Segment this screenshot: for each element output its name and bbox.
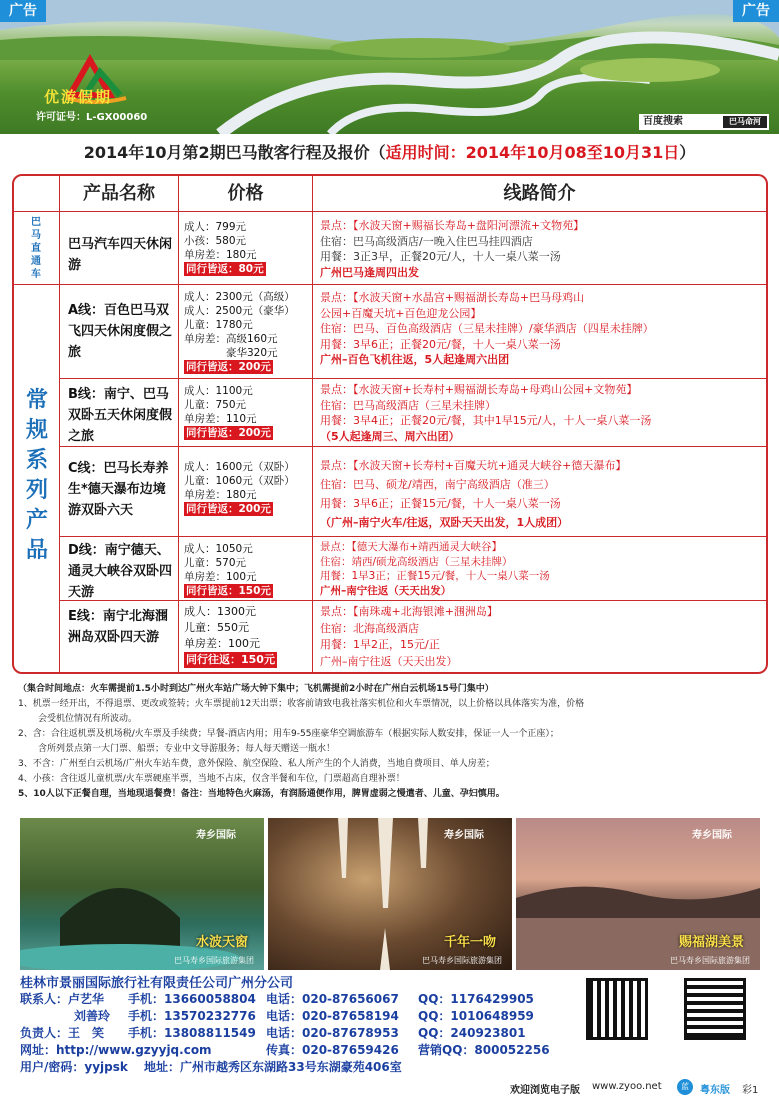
contact-website[interactable]: 网址：http://www.gzyyjq.com <box>20 1043 212 1057</box>
price-rebate: 同行往返：150元 <box>186 653 275 666</box>
route-line: 景点：【南珠魂+北海银滩+涠洲岛】 <box>320 605 498 618</box>
route-line: 住宿：靖西/硕龙高级酒店（三星未挂牌） <box>320 555 513 568</box>
notes-block <box>18 682 763 802</box>
contact-person: 联系人：卢艺华 <box>20 992 105 1006</box>
itinerary-table <box>12 174 768 674</box>
contact-qq: QQ：1176429905 <box>418 992 534 1006</box>
contact-qq: QQ：1010648959 <box>418 1009 534 1023</box>
route-block <box>320 382 760 444</box>
price-line: 成人：1300元 <box>184 605 256 618</box>
price-line: 单房差：100元 <box>184 637 260 650</box>
photo-group: 巴马寿乡国际旅游集团 <box>422 956 502 965</box>
divider <box>59 176 60 672</box>
note-line: 1、机票一经开出，不得退票、更改或签转；火车票提前12天出票；收客前请致电我社落实机位和火车票情况，以上价格以具体落实为准，价格 <box>18 699 585 709</box>
footer-edition: 粤东版 <box>700 1085 730 1096</box>
contact-phone: 电话：020-87658194 <box>266 1009 399 1023</box>
price-line: 儿童：1060元（双卧） <box>184 475 295 487</box>
divider <box>60 536 766 537</box>
contact-mobile: 手机：13660058804 <box>128 992 256 1006</box>
title-part3: ） <box>679 143 696 162</box>
price-block <box>184 290 310 374</box>
note-line: 4、小孩：含往返儿童机票/火车票硬座半票，当地不占床，仅含半餐和车位，门票超高自理补票！ <box>18 774 405 784</box>
price-line: 儿童：1780元 <box>184 319 253 331</box>
route-line: 住宿：巴马高级酒店（三星未挂牌） <box>320 398 496 412</box>
price-line: 儿童：750元 <box>184 399 247 411</box>
photo-qiannian <box>268 818 512 970</box>
footer-edition-icon: 蓝 <box>677 1079 693 1095</box>
route-line: 广州–百色飞机往返，5人起逢周六出团 <box>320 353 510 366</box>
route-line: 用餐：1早3正；正餐15元/餐，十人一桌八菜一汤 <box>320 570 550 582</box>
price-line: 成人：2500元（豪华） <box>184 305 295 317</box>
photo-caption: 水波天窗 <box>195 935 248 950</box>
footer-text: 欢迎浏览电子版 <box>510 1085 580 1096</box>
price-rebate: 同行皆返：80元 <box>186 263 264 275</box>
note-line: 2、含：合往返机票及机场税/火车票及手续费；早餐-酒店内用；用车9-55座豪华空调旅游车（根据实际人数安排，保证一人一个正座）； <box>18 729 559 739</box>
divider <box>178 176 179 672</box>
photo-brand: 寿乡国际 <box>444 830 484 841</box>
price-block <box>184 460 310 516</box>
photo-group: 巴马寿乡国际旅游集团 <box>670 956 750 965</box>
route-line: 广州–南宁往返（天天出发） <box>320 584 452 597</box>
divider <box>60 378 766 379</box>
price-line: 豪华320元 <box>226 347 278 359</box>
photo-caption: 千年一吻 <box>443 935 496 950</box>
contact-block <box>0 972 779 1072</box>
note-line: 会受机位情况有所波动。 <box>38 714 138 724</box>
product-name: B线：南宁、巴马双卧五天休闲度假之旅 <box>68 387 173 444</box>
route-line: 景点：【水波天窗+长寿村+百魔天坑+通灵大峡谷+德天瀑布】 <box>320 459 627 472</box>
photo-brand: 寿乡国际 <box>196 830 236 841</box>
route-block <box>320 540 760 598</box>
route-line: 住宿：巴马、百色高级酒店（三星未挂牌）/豪华酒店（四星未挂牌） <box>320 322 654 335</box>
price-line: 小孩：580元 <box>184 235 247 247</box>
route-line: 景点：【水波天窗+水晶宫+赐福湖长寿岛+巴马母鸡山 <box>320 291 585 304</box>
route-block <box>320 218 760 280</box>
license-number: 许可证号：L-GX00060 <box>36 112 148 123</box>
divider <box>312 176 313 672</box>
baidu-search-box[interactable] <box>639 114 769 130</box>
product-name: C线：巴马长寿养生*德天瀑布边境游双卧六天 <box>68 461 169 518</box>
price-block <box>184 220 310 276</box>
price-line: 成人：1050元 <box>184 543 253 555</box>
footer <box>0 1076 779 1100</box>
route-line: 景点：【德天大瀑布+靖西通灵大峡谷】 <box>320 541 503 553</box>
route-block <box>320 456 760 532</box>
price-line: 单房差：110元 <box>184 413 257 425</box>
contact-phone: 电话：020-87656067 <box>266 992 399 1006</box>
photo-group: 巴马寿乡国际旅游集团 <box>174 956 254 965</box>
category-regular: 常规系列产品 <box>25 388 48 563</box>
qr-code-icon <box>684 978 746 1040</box>
product-name: 巴马汽车四天休闲游 <box>68 237 173 273</box>
price-block <box>184 604 310 668</box>
photo-caption: 赐福湖美景 <box>678 935 744 950</box>
product-name: E线：南宁北海涠洲岛双卧四天游 <box>68 609 168 645</box>
contact-user-password: 用户/密码：yyjpsk <box>20 1060 128 1074</box>
ad-tag-left: 广告 <box>0 0 46 22</box>
header-route: 线路简介 <box>313 176 766 212</box>
category-direct: 巴马直通车 <box>31 217 41 280</box>
photo-cifu <box>516 818 760 970</box>
contact-address: 地址：广州市越秀区东湖路33号东湖豪苑406室 <box>144 1060 402 1074</box>
price-line: 成人：2300元（高级） <box>184 291 295 303</box>
price-line: 单房差：180元 <box>184 249 257 261</box>
note-line: （集合时间地点：火车需提前1.5小时到达广州火车站广场大钟下集中；飞机需提前2小时在广州白云机场15号门集中） <box>18 684 494 694</box>
route-line: 景点：【水波天窗+赐福长寿岛+盘阳河漂流+文物苑】 <box>320 219 585 232</box>
price-rebate: 同行皆返：200元 <box>186 503 271 515</box>
route-line: 景点：【水波天窗+长寿村+赐福湖长寿岛+母鸡山公园+文物苑】 <box>320 383 638 396</box>
contact-mobile: 手机：13570232776 <box>128 1009 256 1023</box>
page-title <box>0 140 779 163</box>
price-line: 儿童：570元 <box>184 557 247 569</box>
company-name: 桂林市景丽国际旅行社有限责任公司广州分公司 <box>20 976 294 991</box>
price-line: 成人：1600元（双卧） <box>184 461 295 473</box>
photo-brand: 寿乡国际 <box>692 830 732 841</box>
route-line: （5人起逢周三、周六出团） <box>320 429 460 443</box>
product-name: D线：南宁德天、通灵大峡谷双卧四天游 <box>68 543 173 600</box>
note-line: 3、不含：广州至白云机场/广州火车站车费，意外保险、航空保险、私人所产生的个人消费，当地自费项目、单人房差； <box>18 759 495 769</box>
price-rebate: 同行皆返：150元 <box>186 585 271 597</box>
route-line: 住宿：巴马、硕龙/靖西，南宁高级酒店（准三） <box>320 478 555 491</box>
price-line: 成人：1100元 <box>184 385 253 397</box>
baidu-search-label: 百度搜索 <box>643 116 683 127</box>
header-blank <box>14 176 59 212</box>
logo-text: 优游假期 <box>44 88 113 106</box>
ad-tag-right: 广告 <box>733 0 779 22</box>
route-line: 用餐：3早6正；正餐15元/餐，十人一桌八菜一汤 <box>320 497 561 510</box>
route-line: 用餐：3正3早，正餐20元/人，十人一桌八菜一汤 <box>320 250 561 263</box>
route-line: （广州–南宁火车/往返，双卧天天出发，1人成团） <box>320 516 569 529</box>
route-line: 住宿：北海高级酒店 <box>320 621 419 635</box>
price-line: 单房差：100元 <box>184 571 257 583</box>
footer-site[interactable]: www.zyoo.net <box>592 1081 662 1092</box>
price-block <box>184 542 310 598</box>
route-line: 广州–南宁往返（天天出发） <box>320 654 458 668</box>
contact-marketing-qq: 营销QQ：800052256 <box>418 1043 550 1057</box>
note-line: 5、10人以下正餐自理，当地现退餐费！备注：当地特色火麻汤，有润肠通便作用，脾胃虚弱之慢遣者、儿童、孕妇慎用。 <box>18 789 505 799</box>
header-product-name: 产品名称 <box>60 176 178 212</box>
price-line: 单房差：180元 <box>184 489 257 501</box>
title-part1: 2014年10月第2期巴马散客行程及报价（ <box>83 143 386 162</box>
price-rebate: 同行皆返：200元 <box>186 427 271 439</box>
price-block <box>184 384 310 440</box>
contact-person: 刘善玲 <box>74 1009 111 1023</box>
banner <box>0 0 779 134</box>
note-line: 含所列景点第一大门票、船票；专业中文导游服务；每人每天赠送一瓶水！ <box>38 744 336 754</box>
route-line: 住宿：巴马高级酒店/一晚入住巴马挂四酒店 <box>320 234 533 248</box>
route-line: 公园+百魔天坑+百色迎龙公园】 <box>320 306 482 320</box>
contact-mobile: 手机：13808811549 <box>128 1026 256 1040</box>
title-dates: 适用时间：2014年10月08至10月31日 <box>385 143 680 162</box>
route-block <box>320 290 760 368</box>
price-line: 单房差：高级160元 <box>184 333 278 345</box>
price-line: 成人：799元 <box>184 221 247 233</box>
header-price: 价格 <box>179 176 312 212</box>
route-line: 用餐：1早2正，15元/正 <box>320 638 440 651</box>
route-line: 用餐：3早4正；正餐20元/餐，其中1早15元/人，十人一桌八菜一汤 <box>320 414 652 427</box>
contact-fax: 传真：020-87659426 <box>266 1043 399 1057</box>
route-line: 广州巴马逢周四出发 <box>320 265 419 279</box>
contact-qq: QQ：240923801 <box>418 1026 526 1040</box>
qr-code-icon <box>586 978 648 1040</box>
photo-shuibo <box>20 818 264 970</box>
contact-person: 负责人：王 笑 <box>20 1026 105 1040</box>
price-line: 儿童：550元 <box>184 621 249 634</box>
price-rebate: 同行皆返：200元 <box>186 361 271 373</box>
baidu-search-keyword: 巴马命河 <box>723 116 767 128</box>
divider <box>14 284 766 285</box>
product-name: A线：百色巴马双飞四天休闲度假之旅 <box>68 303 173 360</box>
route-line: 用餐：3早6正；正餐20元/餐，十人一桌八菜一汤 <box>320 337 561 351</box>
footer-page: 彩1 <box>742 1085 759 1096</box>
route-block <box>320 604 760 670</box>
contact-phone: 电话：020-87678953 <box>266 1026 399 1040</box>
